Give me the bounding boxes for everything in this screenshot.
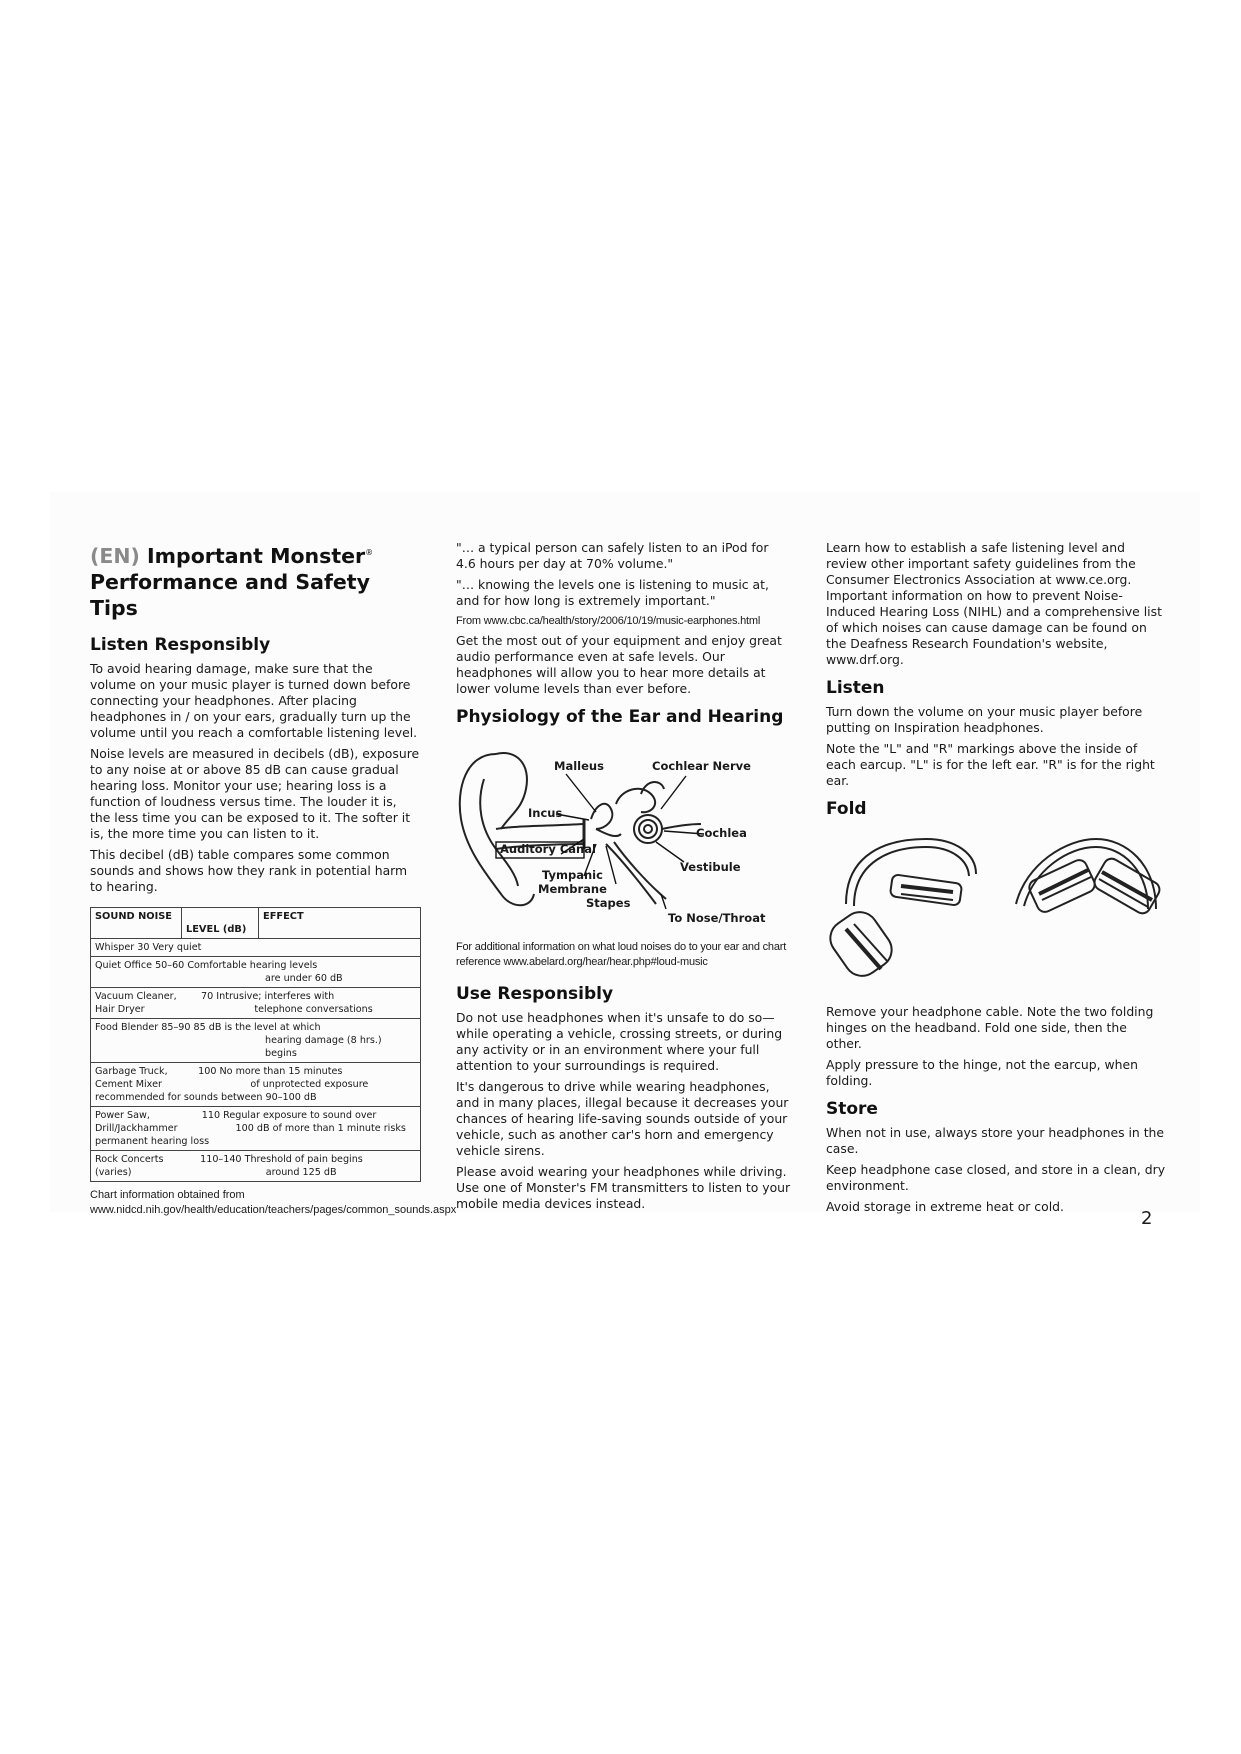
headphones-fold-illustration — [826, 834, 1166, 984]
table-header-row — [91, 907, 421, 938]
page-title — [90, 540, 420, 621]
ear-credit: For additional information on what loud noises do to your ear and chart reference www.abelard.org/hear/hear.php#loud-music — [456, 941, 787, 968]
label-malleus: Malleus — [554, 759, 604, 773]
paragraph: Apply pressure to the hinge, not the earcup, when folding. — [826, 1057, 1138, 1088]
quote: "… knowing the levels one is listening to music at, and for how long is extremely important." — [456, 577, 769, 608]
heading-fold: Fold — [826, 799, 867, 819]
table-cell: (varies) around 125 dB — [95, 1166, 337, 1178]
table-cell: Food Blender 85–90 85 dB is the level at which — [95, 1021, 321, 1033]
paragraph: It's dangerous to drive while wearing headphones, and in many places, illegal because it decreases your chances of hearing life-saving sounds outside of your vehicle, such as another car's horn and emergency vehicle sirens. — [456, 1079, 789, 1158]
table-cell: hearing damage (8 hrs.) begins — [265, 1034, 382, 1059]
label-stapes: Stapes — [586, 896, 631, 910]
table-cell: Whisper 30 Very quiet — [95, 941, 202, 953]
label-membrane: Membrane — [538, 882, 607, 896]
header-level: LEVEL (dB) — [182, 907, 259, 938]
decibel-table — [90, 907, 421, 1182]
label-auditory-canal: Auditory Canal — [500, 842, 596, 856]
table-cell: are under 60 dB — [265, 972, 343, 984]
table-cell: Vacuum Cleaner, 70 Intrusive; interferes with — [95, 990, 335, 1002]
label-cochlea: Cochlea — [696, 826, 747, 840]
registered-mark: ® — [365, 548, 374, 557]
quote: "… a typical person can safely listen to an iPod for 4.6 hours per day at 70% volume." — [456, 540, 769, 571]
heading-use-responsibly: Use Responsibly — [456, 984, 614, 1004]
table-row — [91, 938, 421, 956]
title-line-2: Performance and Safety Tips — [90, 569, 370, 620]
column-middle — [456, 540, 791, 1217]
label-incus: Incus — [528, 806, 563, 820]
column-left — [90, 540, 457, 1218]
table-cell: Quiet Office 50–60 Comfortable hearing levels — [95, 959, 318, 971]
label-cochlear-nerve: Cochlear Nerve — [652, 759, 751, 773]
paragraph: This decibel (dB) table compares some common sounds and shows how they rank in potential harm to hearing. — [90, 846, 408, 894]
heading-listen-responsibly: Listen Responsibly — [90, 634, 271, 655]
paragraph: Keep headphone case closed, and store in a clean, dry environment. — [826, 1162, 1166, 1193]
headphones-icon — [826, 834, 1166, 984]
table-row — [91, 1106, 421, 1150]
column-right — [826, 540, 1166, 1220]
header-sound-noise: SOUND NOISE — [91, 907, 182, 938]
paragraph: Do not use headphones when it's unsafe to do so—while operating a vehicle, crossing streets, or during any activity or in an environment where your full attention to your surroundings is required. — [456, 1010, 783, 1073]
paragraph: Remove your headphone cable. Note the two folding hinges on the headband. Fold one side, then the other. — [826, 1004, 1154, 1051]
table-cell: Cement Mixer of unprotected exposure recommended for sounds between 90–100 dB — [95, 1078, 372, 1103]
table-row — [91, 956, 421, 987]
heading-physiology: Physiology of the Ear and Hearing — [456, 707, 784, 727]
page-number: 2 — [1141, 1208, 1153, 1229]
label-vestibule: Vestibule — [680, 860, 741, 874]
paragraph: Avoid storage in extreme heat or cold. — [826, 1199, 1064, 1214]
paragraph: Please avoid wearing your headphones while driving. Use one of Monster's FM transmitters to listen to your mobile media devices instead. — [456, 1164, 791, 1211]
table-cell: Drill/Jackhammer 100 dB of more than 1 minute risks permanent hearing loss — [95, 1122, 409, 1147]
label-tympanic: Tympanic — [542, 868, 603, 882]
table-row — [91, 1018, 421, 1062]
table-cell: Power Saw, 110 Regular exposure to sound over — [95, 1109, 377, 1121]
language-tag: (EN) — [90, 543, 140, 568]
table-cell: Hair Dryer telephone conversations — [95, 1003, 373, 1015]
label-nose-throat: To Nose/Throat — [668, 911, 766, 925]
table-cell: Rock Concerts 110–140 Threshold of pain begins — [95, 1153, 363, 1165]
paragraph: Get the most out of your equipment and enjoy great audio performance even at safe levels. Our headphones will allow you to hear more details at lower volume levels than ever before. — [456, 633, 782, 696]
table-cell: Garbage Truck, 100 No more than 15 minutes — [95, 1065, 343, 1077]
table-row — [91, 1062, 421, 1106]
quote-source: From www.cbc.ca/health/story/2006/10/19/music-earphones.html — [456, 615, 761, 627]
paragraph: To avoid hearing damage, make sure that the volume on your music player is turned down before connecting your headphones. After placing headphones in / on your ears, gradually turn up the volume until you reach a comfortable listening level. — [90, 660, 418, 740]
ear-diagram — [456, 734, 786, 925]
heading-listen: Listen — [826, 678, 885, 698]
paragraph: Turn down the volume on your music player before putting on Inspiration headphones. — [826, 704, 1143, 735]
table-row — [91, 987, 421, 1018]
heading-store: Store — [826, 1099, 878, 1119]
paragraph: When not in use, always store your headphones in the case. — [826, 1125, 1165, 1156]
paragraph: Learn how to establish a safe listening level and review other important safety guidelines from the Consumer Electronics Association at www.ce.org. Important information on how to prevent Noise-Induced Hearing Loss (NIHL) and a comprehensive list of which noises can cause damage can be found on the Deafness Research Foundation's website, www.drf.org. — [826, 540, 1162, 667]
paragraph: Note the "L" and "R" markings above the inside of each earcup. "L" is for the left ear. "R" is for the right ear. — [826, 741, 1155, 788]
title-line-1: Important Monster — [147, 543, 366, 568]
chart-credit: Chart information obtained from www.nidcd.nih.gov/health/education/teachers/pages/common_sounds.aspx — [90, 1188, 457, 1216]
table-row — [91, 1150, 421, 1181]
paragraph: Noise levels are measured in decibels (dB), exposure to any noise at or above 85 dB can cause gradual hearing loss. Monitor your use; hearing loss is a function of loudness versus time. The louder it is, the less time you can be exposed to it. The softer it is, the more time you can listen to it. — [90, 745, 420, 841]
header-effect: EFFECT — [259, 907, 421, 938]
